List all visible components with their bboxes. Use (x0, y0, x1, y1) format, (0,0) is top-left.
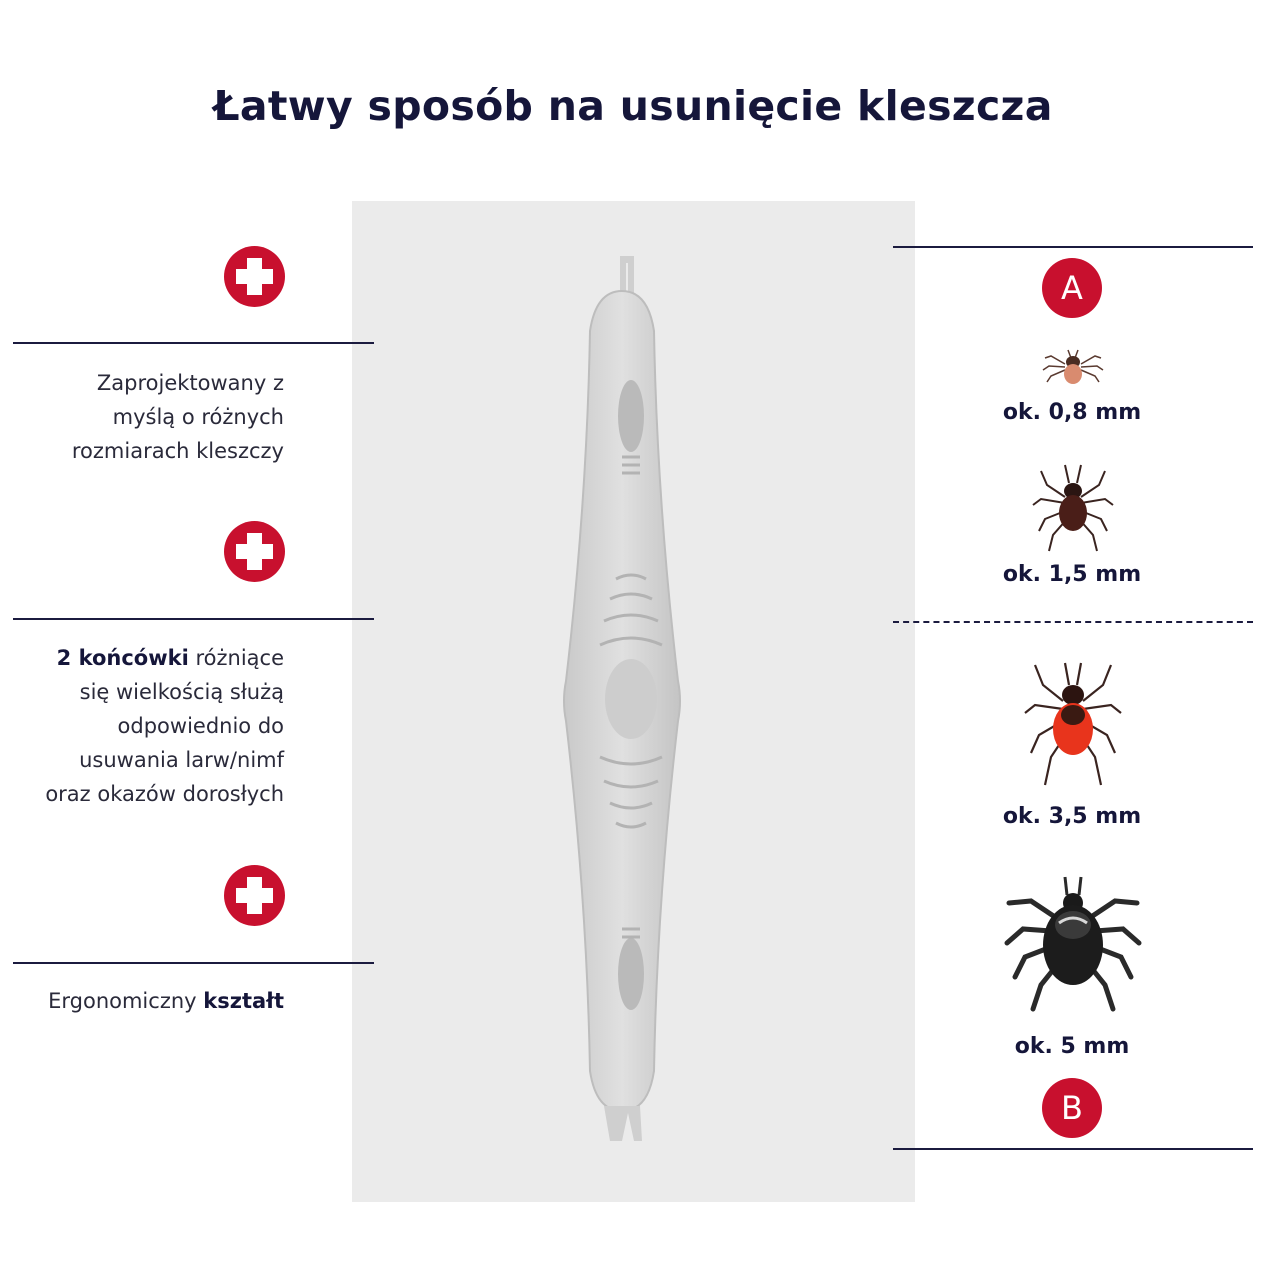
divider (13, 962, 374, 964)
badge-a: A (1042, 258, 1102, 318)
tick-size-label: ok. 0,8 mm (1002, 400, 1142, 425)
red-tick-icon (1021, 657, 1125, 789)
badge-b: B (1042, 1078, 1102, 1138)
feature-shape-bold: kształt (203, 989, 284, 1013)
small-tick-icon (1041, 346, 1105, 388)
feature-tips (45, 641, 284, 811)
plus-icon (224, 521, 285, 582)
tick-size-label: ok. 5 mm (1014, 1034, 1130, 1059)
feature-sizes (72, 366, 284, 468)
feature-tips-text: różniące się wielkością służą odpowiednio do usuwania larw/nimf oraz okazów dorosłych (45, 646, 284, 806)
plus-icon (224, 246, 285, 307)
product-panel (352, 201, 915, 1202)
divider-dashed (893, 621, 1253, 623)
divider (893, 246, 1253, 248)
feature-shape-text: Ergonomiczny (48, 989, 204, 1013)
medium-tick-icon (1031, 461, 1115, 553)
plus-icon (224, 865, 285, 926)
feature-sizes-text: Zaprojektowany z myślą o różnych rozmiarach kleszczy (71, 371, 284, 463)
divider (13, 342, 374, 344)
page-title: Łatwy sposób na usunięcie kleszcza (213, 82, 1053, 130)
tick-size-label: ok. 1,5 mm (1002, 562, 1142, 587)
feature-tips-bold: 2 końcówki (56, 646, 189, 670)
divider (893, 1148, 1253, 1150)
divider (13, 618, 374, 620)
tick-size-label: ok. 3,5 mm (1002, 804, 1142, 829)
large-tick-icon (1003, 873, 1143, 1013)
tweezers-image (352, 201, 915, 1202)
feature-shape (48, 984, 284, 1018)
